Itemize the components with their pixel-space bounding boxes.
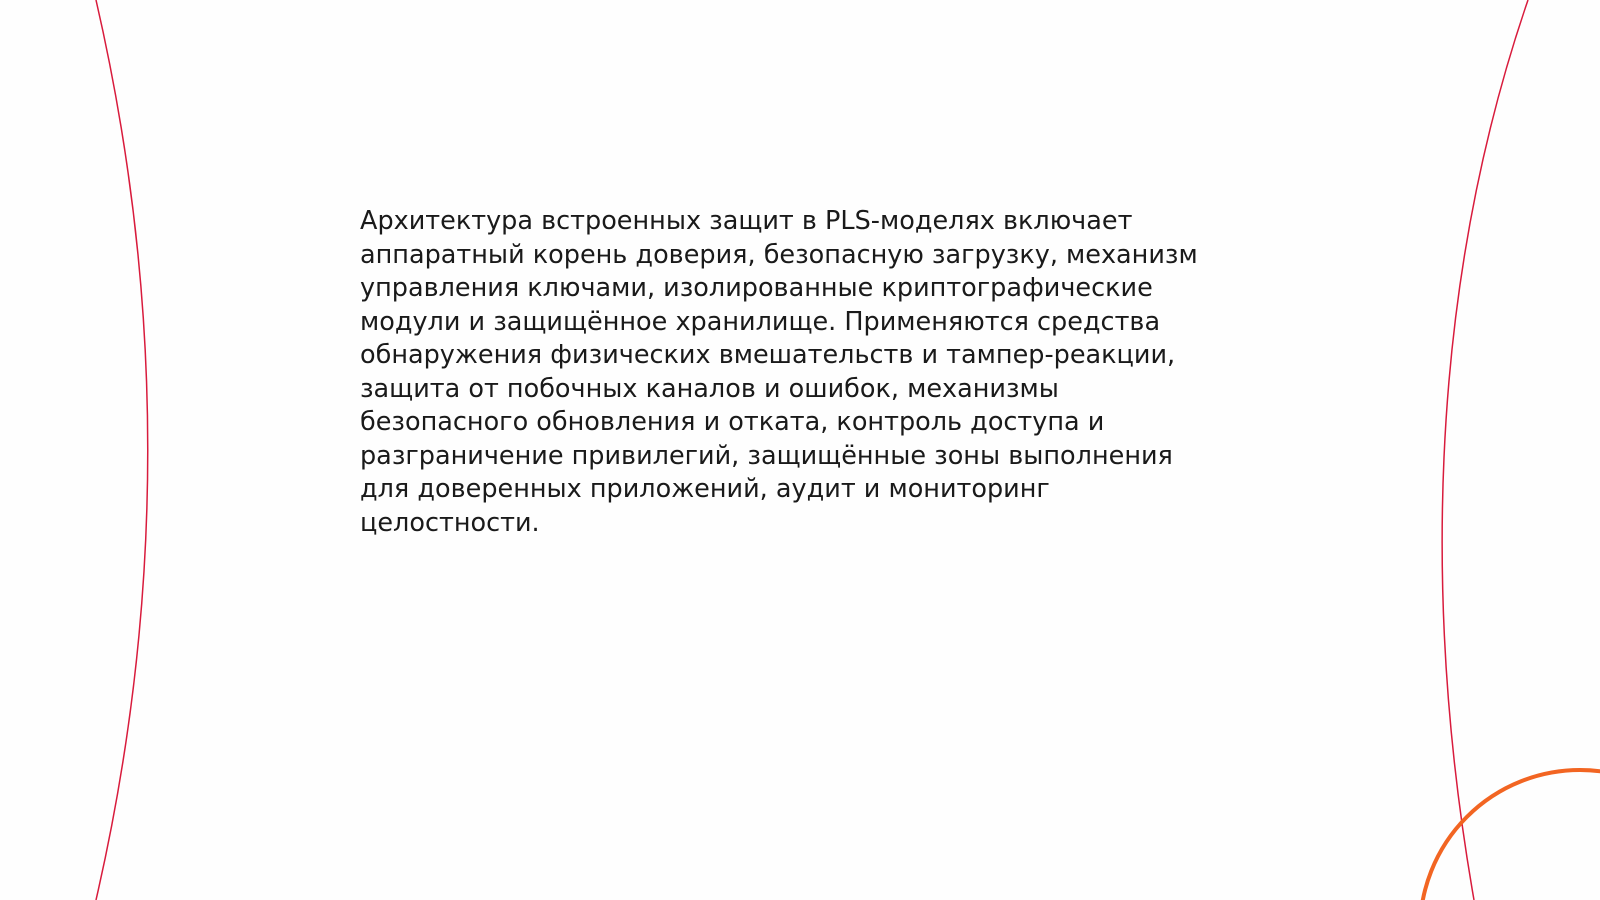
left-curve xyxy=(96,0,148,900)
orange-ring xyxy=(1420,770,1600,900)
body-paragraph: Архитектура встроенных защит в PLS-моделях включает аппаратный корень доверия, безопасную загрузку, механизм управления ключами, изолированные криптографические модули и защищённое хранилище. Применяются средства обнаружения физических вмешательств и тампер-реакции, защита от побочных каналов и ошибок, механизмы безопасного обновления и отката, контроль доступа и разграничение привилегий, защищённые зоны выполнения для доверенных приложений, аудит и мониторинг целостности. xyxy=(360,206,1198,538)
right-curve xyxy=(1442,0,1528,900)
